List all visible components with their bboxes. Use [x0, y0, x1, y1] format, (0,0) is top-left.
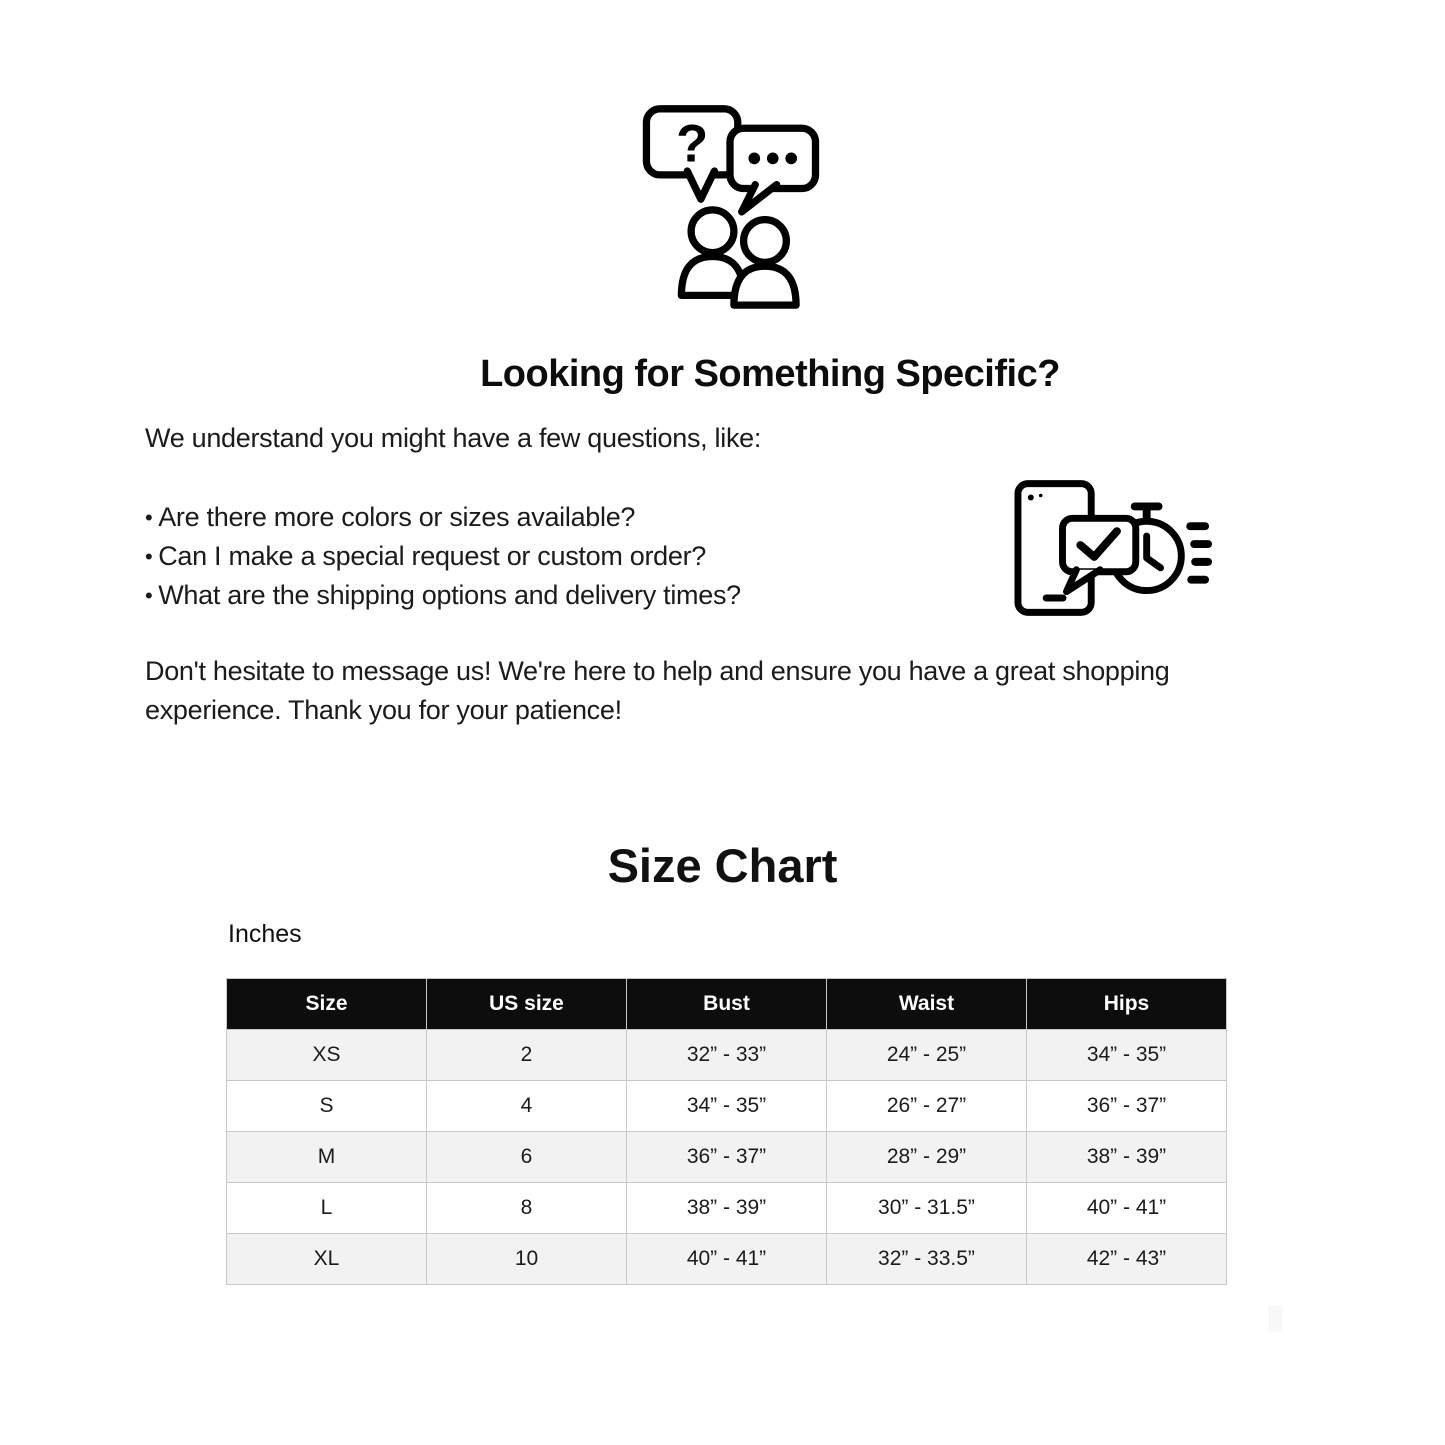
- table-cell: 36” - 37”: [627, 1132, 827, 1183]
- table-cell: 34” - 35”: [627, 1081, 827, 1132]
- table-cell: XL: [227, 1234, 427, 1285]
- table-cell: 36” - 37”: [1027, 1081, 1227, 1132]
- table-cell: 10: [427, 1234, 627, 1285]
- help-heading: Looking for Something Specific?: [480, 353, 1060, 395]
- table-cell: 8: [427, 1183, 627, 1234]
- table-row: [227, 1132, 1227, 1183]
- svg-text:?: ?: [676, 115, 709, 174]
- table-cell: 30” - 31.5”: [827, 1183, 1027, 1234]
- size-chart-unit-label: Inches: [228, 920, 302, 948]
- table-cell: L: [227, 1183, 427, 1234]
- table-header-cell: Size: [227, 979, 427, 1030]
- table-cell: 28” - 29”: [827, 1132, 1027, 1183]
- table-cell: 2: [427, 1030, 627, 1081]
- help-question-item: [145, 498, 741, 537]
- table-row: [227, 1030, 1227, 1081]
- table-header-cell: Hips: [1027, 979, 1227, 1030]
- table-row: [227, 1081, 1227, 1132]
- table-cell: 38” - 39”: [1027, 1132, 1227, 1183]
- question-text: Can I make a special request or custom order?: [158, 541, 706, 571]
- bullet-marker: •: [145, 583, 159, 608]
- person-body-shape: [734, 266, 796, 305]
- table-cell: 32” - 33.5”: [827, 1234, 1027, 1285]
- table-cell: 40” - 41”: [627, 1234, 827, 1285]
- table-body: [227, 1030, 1227, 1285]
- table-cell: 26” - 27”: [827, 1081, 1027, 1132]
- bullet-marker: •: [145, 505, 159, 530]
- question-text: Are there more colors or sizes available?: [158, 502, 636, 532]
- table-cell: S: [227, 1081, 427, 1132]
- question-text: What are the shipping options and delivery times?: [158, 580, 741, 610]
- table-header-cell: Waist: [827, 979, 1027, 1030]
- table-cell: M: [227, 1132, 427, 1183]
- table-row: [227, 1234, 1227, 1285]
- help-question-item: [145, 576, 741, 615]
- size-chart-title: Size Chart: [607, 839, 838, 892]
- table-cell: 38” - 39”: [627, 1183, 827, 1234]
- table-cell: 4: [427, 1081, 627, 1132]
- table-cell: XS: [227, 1030, 427, 1081]
- table-cell: 40” - 41”: [1027, 1183, 1227, 1234]
- bullet-marker: •: [145, 544, 159, 569]
- table-cell: 42” - 43”: [1027, 1234, 1227, 1285]
- help-outro-text: Don't hesitate to message us! We're here to help and ensure you have a great shopping experience. Thank you for your patience!: [145, 656, 1170, 725]
- person-head-shape: [744, 220, 787, 263]
- table-cell: 6: [427, 1132, 627, 1183]
- help-question-item: [145, 537, 741, 576]
- table-header-cell: Bust: [627, 979, 827, 1030]
- help-questions-list: [145, 498, 741, 615]
- size-chart-table: [226, 978, 1227, 1285]
- table-cell: 24” - 25”: [827, 1030, 1027, 1081]
- watermark-mark: [1268, 1306, 1282, 1332]
- speed-lines-shape: [1190, 526, 1208, 579]
- question-answer-chat-icon: [638, 103, 822, 309]
- table-header-cell: US size: [427, 979, 627, 1030]
- table-row: [227, 1183, 1227, 1234]
- person-head-shape: [691, 210, 734, 253]
- table-cell: 34” - 35”: [1027, 1030, 1227, 1081]
- help-intro-text: We understand you might have a few questions, like:: [145, 423, 762, 453]
- message-bubble-shape: [1063, 518, 1136, 571]
- table-cell: 32” - 33”: [627, 1030, 827, 1081]
- phone-fast-reply-icon: [1013, 478, 1213, 618]
- table-header-row: [227, 979, 1227, 1030]
